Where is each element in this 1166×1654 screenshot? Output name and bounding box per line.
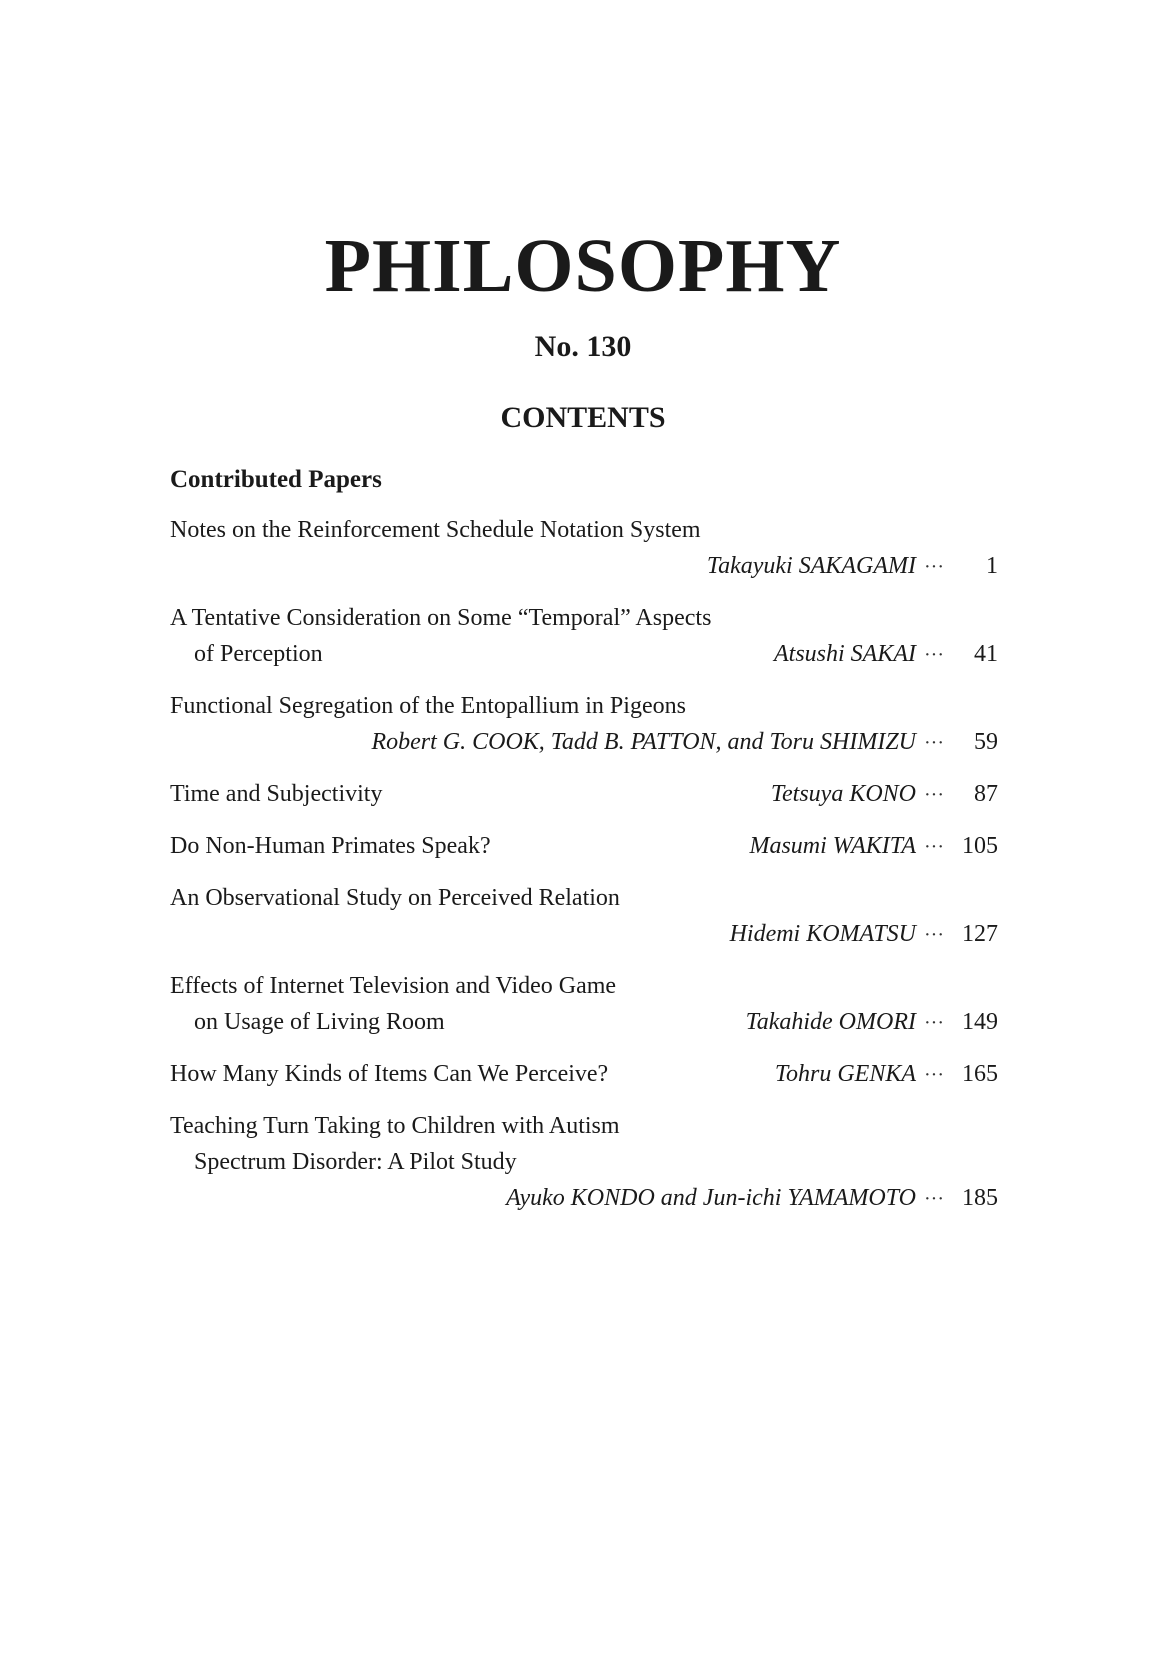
contents-heading: CONTENTS [500,401,666,434]
dot-leader: ··· [924,836,944,858]
entry-title: How Many Kinds of Items Can We Perceive? [170,1061,609,1087]
entry-title-continuation: Spectrum Disorder: A Pilot Study [194,1149,517,1175]
entry-title-continuation: of Perception [194,641,323,667]
entry-title: A Tentative Consideration on Some “Temporal” Aspects [170,605,712,631]
entry-page-number: 127 [962,921,998,947]
toc-entry[interactable] [170,880,998,952]
section-heading: Contributed Papers [170,466,382,493]
toc-entry[interactable] [170,776,998,812]
entry-author: Takayuki SAKAGAMI [706,553,916,579]
entry-author: Tohru GENKA [774,1061,916,1087]
toc-entry[interactable] [170,688,998,760]
toc-entry[interactable] [170,968,998,1040]
entry-author: Tetsuya KONO [770,781,916,807]
entry-author: Atsushi SAKAI [774,641,916,667]
dot-leader: ··· [924,556,944,578]
table-of-contents [170,512,998,1232]
dot-leader: ··· [924,644,944,666]
toc-entry[interactable] [170,1108,998,1216]
issue-number: No. 130 [534,330,632,363]
entry-title: Effects of Internet Television and Video Game [170,973,617,999]
dot-leader: ··· [924,732,944,754]
entry-page-number: 165 [962,1061,998,1087]
dot-leader: ··· [924,924,944,946]
entry-author: Ayuko KONDO and Jun-ichi YAMAMOTO [506,1185,916,1211]
entry-page-number: 1 [986,553,998,579]
toc-entry[interactable] [170,828,998,864]
dot-leader: ··· [924,1188,944,1210]
dot-leader: ··· [924,784,944,806]
entry-title-continuation: on Usage of Living Room [194,1009,445,1035]
entry-page-number: 59 [974,729,998,755]
toc-entry[interactable] [170,512,998,584]
entry-page-number: 41 [974,641,998,667]
entry-title: An Observational Study on Perceived Relation [170,885,620,911]
entry-title: Functional Segregation of the Entopallium in Pigeons [170,693,686,719]
entry-page-number: 105 [962,833,998,859]
entry-page-number: 149 [962,1009,998,1035]
entry-title: Notes on the Reinforcement Schedule Notation System [170,517,701,543]
entry-author: Robert G. COOK, Tadd B. PATTON, and Toru SHIMIZU [371,729,916,755]
entry-page-number: 87 [974,781,998,807]
toc-entry[interactable] [170,1056,998,1092]
toc-entry[interactable] [170,600,998,672]
entry-page-number: 185 [962,1185,998,1211]
entry-title: Time and Subjectivity [170,781,383,807]
entry-title: Do Non-Human Primates Speak? [170,833,491,859]
entry-title: Teaching Turn Taking to Children with Autism [170,1113,620,1139]
journal-title: PHILOSOPHY [324,224,842,308]
dot-leader: ··· [924,1012,944,1034]
entry-author: Takahide OMORI [745,1009,916,1035]
dot-leader: ··· [924,1064,944,1086]
entry-author: Masumi WAKITA [749,833,916,859]
entry-author: Hidemi KOMATSU [729,921,916,947]
